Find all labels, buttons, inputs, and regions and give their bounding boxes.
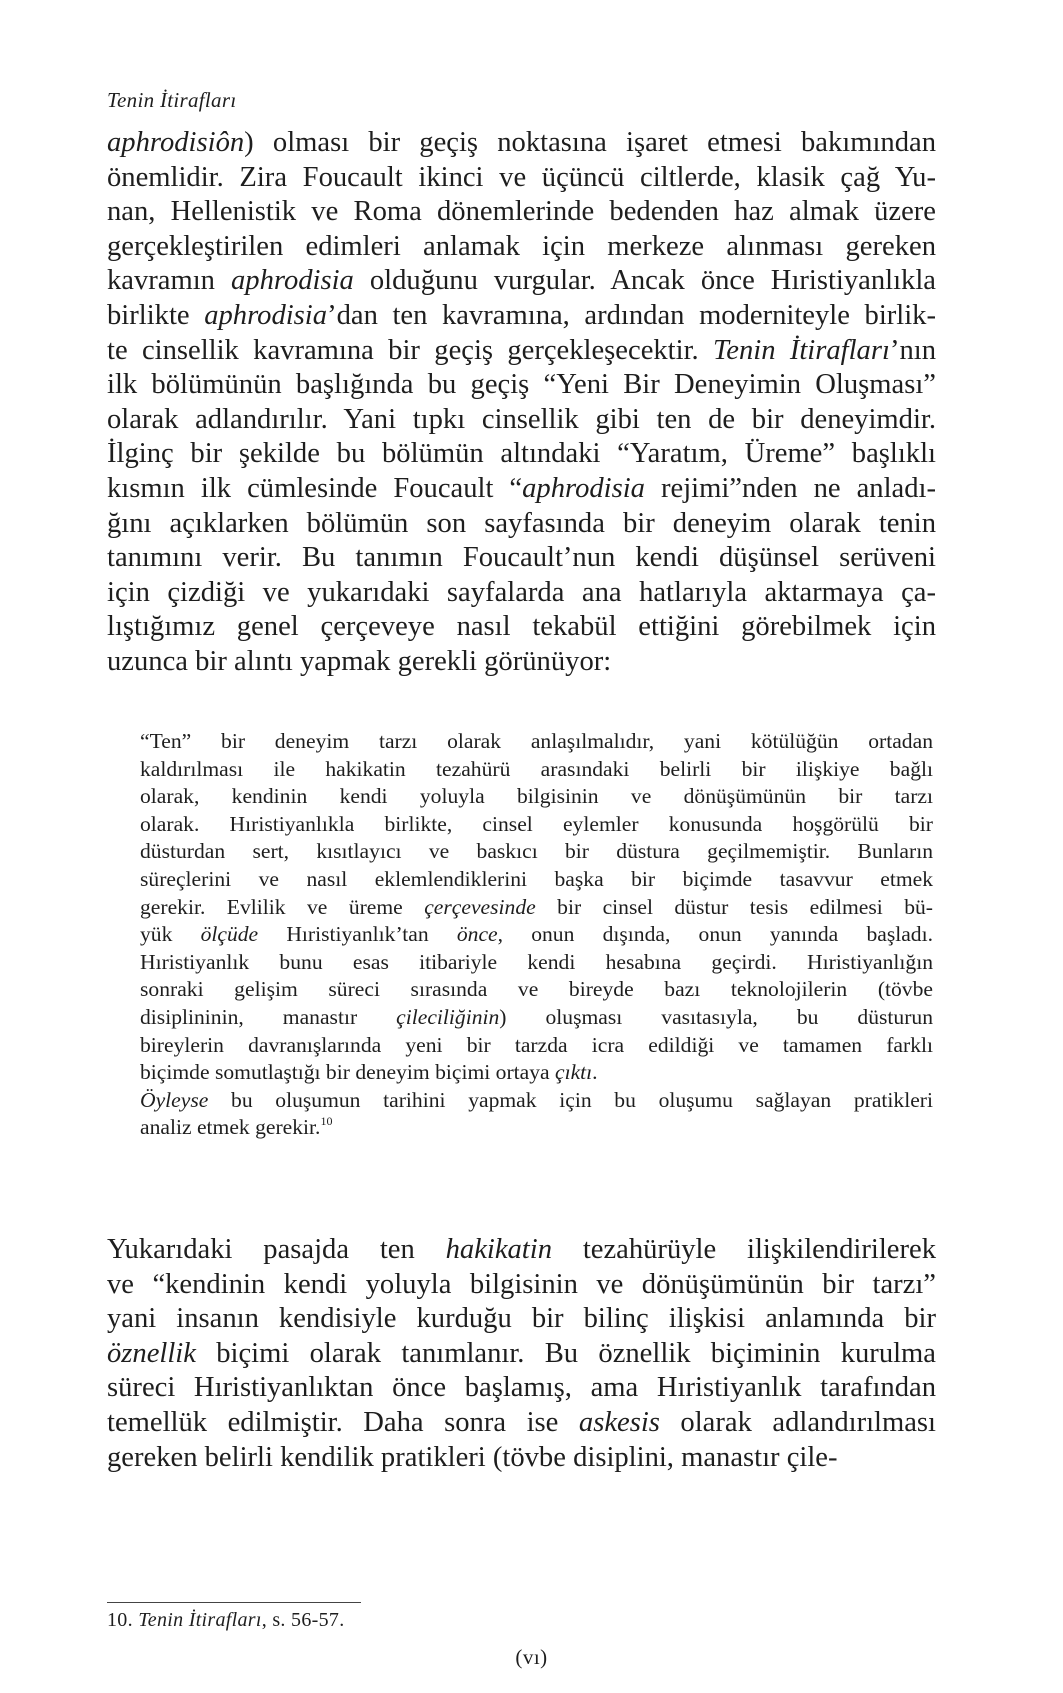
text-line bbox=[140, 756, 933, 784]
text-line bbox=[107, 507, 936, 542]
line-text: , onun dışında, onun yanında başladı. bbox=[497, 922, 934, 947]
line-text: İlginç bir şekilde bu bölümün altındaki “Yaratım, Üreme” başlıklı bbox=[107, 438, 936, 470]
italic-text: çerçevesinde bbox=[424, 894, 536, 919]
line-text: ilk bölümünün başlığında bu geçiş “Yeni Bir Deneyimin Oluşması” bbox=[107, 369, 936, 401]
line-text: . bbox=[592, 1060, 598, 1085]
running-head: Tenin İtirafları bbox=[107, 88, 237, 112]
line-text: tezahürüyle ilişkilendirilerek bbox=[552, 1234, 936, 1265]
line-text: Yukarıdaki pasajda ten bbox=[107, 1234, 446, 1265]
text-line bbox=[107, 195, 936, 230]
text-line bbox=[107, 541, 936, 576]
text-line bbox=[140, 1032, 933, 1060]
text-line bbox=[107, 472, 936, 507]
text-line bbox=[140, 1114, 933, 1142]
line-text: Hıristiyanlık bunu esas itibariyle kendi hesabına geçirdi. Hıristiyanlığın bbox=[140, 949, 933, 974]
text-line bbox=[140, 838, 933, 866]
text-line bbox=[107, 299, 936, 334]
text-line bbox=[140, 949, 933, 977]
footnote-number: 10. bbox=[107, 1609, 133, 1631]
line-text: “Ten” bir deneyim tarzı olarak anlaşılmalıdır, yani kötülüğün ortadan bbox=[140, 729, 933, 753]
italic-text: çıktı bbox=[555, 1060, 593, 1085]
italic-text: Tenin İtirafları bbox=[713, 334, 890, 366]
block-quote bbox=[140, 728, 933, 1142]
text-line bbox=[107, 403, 936, 438]
text-line bbox=[107, 1371, 936, 1406]
line-text: uzunca bir alıntı yapmak gerekli görünüyor: bbox=[107, 645, 612, 677]
text-line bbox=[140, 894, 933, 922]
line-text: Hıristiyanlık’tan bbox=[258, 922, 457, 947]
line-text: tanımını verir. Bu tanımın Foucault’nun kendi düşünsel serüveni bbox=[107, 542, 936, 574]
line-text: olarak. Hıristiyanlıkla birlikte, cinsel eylemler konusunda hoşgörülü bir bbox=[140, 811, 933, 836]
line-text: gereken belirli kendilik pratikleri (tövbe disiplini, manastır çile- bbox=[107, 1441, 838, 1473]
line-text: olarak adlandırılması bbox=[659, 1406, 936, 1438]
text-line bbox=[107, 334, 936, 369]
line-text: kaldırılması ile hakikatin tezahürü arasındaki belirli bir ilişkiye bağlı bbox=[140, 756, 933, 781]
line-text: nan, Hellenistik ve Roma dönemlerinde bedenden haz almak üzere bbox=[107, 196, 936, 228]
text-line bbox=[140, 1087, 933, 1115]
italic-text: aphrodisia bbox=[230, 265, 354, 297]
footnote-pages: , s. 56-57. bbox=[261, 1609, 345, 1631]
text-line bbox=[107, 1268, 936, 1303]
text-line bbox=[140, 866, 933, 894]
italic-text: aphrodisiôn bbox=[107, 127, 245, 158]
text-line bbox=[140, 783, 933, 811]
text-line bbox=[107, 161, 936, 196]
line-text: için çizdiği ve yukarıdaki sayfalarda ana hatlarıyla aktarmaya ça- bbox=[107, 576, 936, 608]
line-text: yük bbox=[140, 922, 201, 947]
text-line bbox=[107, 437, 936, 472]
line-text: lıştığımız genel çerçeveye nasıl tekabül ettiğini görebilmek için bbox=[107, 611, 936, 643]
line-text: gerçekleştirilen edimleri anlamak için merkeze alınması gereken bbox=[107, 230, 936, 262]
line-text: ğını açıklarken bölümün son sayfasında bir deneyim olarak tenin bbox=[107, 507, 936, 539]
text-line bbox=[107, 126, 936, 161]
paragraph-1 bbox=[107, 126, 936, 680]
footnote-title: Tenin İtirafları bbox=[138, 1609, 262, 1631]
line-text: sonraki gelişim süreci sırasında ve bireyde bazı teknolojilerin (tövbe bbox=[140, 977, 933, 1002]
text-line bbox=[107, 368, 936, 403]
text-line bbox=[140, 1004, 933, 1032]
text-line bbox=[107, 230, 936, 265]
italic-text: öznellik bbox=[107, 1337, 196, 1369]
text-line bbox=[107, 1337, 936, 1372]
line-text: ) olması bir geçiş noktasına işaret etmesi bakımından bbox=[244, 127, 936, 158]
text-line bbox=[107, 1406, 936, 1441]
line-text: ve “kendinin kendi yoluyla bilgisinin ve dönüşümünün bir tarzı” bbox=[107, 1268, 936, 1300]
text-line bbox=[140, 976, 933, 1004]
line-text: disiplininin, manastır bbox=[140, 1004, 397, 1029]
text-line bbox=[107, 1233, 936, 1268]
line-text: yani insanın kendisiyle kurduğu bir bilinç ilişkisi anlamında bir bbox=[107, 1303, 936, 1335]
line-text: ’dan ten kavramına, ardından moderniteyle birlik- bbox=[327, 299, 936, 331]
italic-text: askesis bbox=[578, 1406, 660, 1438]
paragraph-2 bbox=[107, 1233, 936, 1475]
line-text: ’nın bbox=[889, 334, 936, 366]
text-line bbox=[107, 264, 936, 299]
text-line bbox=[140, 1059, 933, 1087]
line-text: kısmın ilk cümlesinde Foucault “ bbox=[107, 472, 523, 504]
text-line bbox=[107, 610, 936, 645]
italic-text: hakikatin bbox=[445, 1234, 552, 1265]
line-text: olarak adlandırılır. Yani tıpkı cinsellik gibi ten de bir deneyimdir. bbox=[107, 403, 936, 435]
line-text: bir cinsel düstur tesis edilmesi bü- bbox=[535, 894, 934, 919]
footnote bbox=[107, 1609, 345, 1632]
line-text: düsturdan sert, kısıtlayıcı ve baskıcı bir düstura geçilmemiştir. Bunların bbox=[140, 839, 933, 864]
line-text: kavramın bbox=[107, 265, 231, 297]
line-text: süreçlerini ve nasıl eklemlendiklerini başka bir biçimde tasavvur etmek bbox=[140, 866, 933, 891]
line-text: ) oluşması vasıtasıyla, bu düsturun bbox=[499, 1004, 933, 1029]
text-line bbox=[140, 811, 933, 839]
line-text: analiz etmek gerekir. bbox=[140, 1115, 321, 1140]
line-text: biçimde somutlaştığı bir deneyim biçimi ortaya bbox=[140, 1060, 555, 1085]
line-text: olarak, kendinin kendi yoluyla bilgisinin ve dönüşümünün bir tarzı bbox=[140, 784, 933, 809]
line-text: olduğunu vurgular. Ancak önce Hıristiyanlıkla bbox=[353, 265, 936, 297]
italic-text: aphrodisia bbox=[522, 472, 645, 504]
text-line bbox=[107, 645, 936, 680]
text-line bbox=[140, 728, 933, 756]
line-text: rejimi”nden ne anladı- bbox=[644, 472, 936, 504]
line-text: te cinsellik kavramına bir geçiş gerçekleşecektir. bbox=[107, 334, 713, 366]
line-text: bireylerin davranışlarında yeni bir tarzda icra edildiği ve tamamen farklı bbox=[140, 1032, 933, 1057]
text-line bbox=[107, 576, 936, 611]
text-line bbox=[140, 921, 933, 949]
italic-text: çileciliğinin bbox=[396, 1004, 500, 1029]
footnote-rule bbox=[107, 1602, 361, 1603]
line-text: bu oluşumun tarihini yapmak için bu oluşumu sağlayan pratikleri bbox=[208, 1087, 933, 1112]
italic-text: önce bbox=[456, 922, 498, 947]
line-text: önemlidir. Zira Foucault ikinci ve üçüncü ciltlerde, klasik çağ Yu- bbox=[107, 161, 936, 193]
italic-text: aphrodisia bbox=[204, 299, 328, 331]
footnote-ref: 10 bbox=[320, 1114, 333, 1129]
line-text: biçimi olarak tanımlanır. Bu öznellik biçiminin kurulma bbox=[195, 1337, 936, 1369]
text-line bbox=[107, 1302, 936, 1337]
line-text: gerekir. Evlilik ve üreme bbox=[140, 894, 425, 919]
line-text: birlikte bbox=[107, 299, 205, 331]
text-line bbox=[107, 1441, 936, 1476]
line-text: temellük edilmiştir. Daha sonra ise bbox=[107, 1406, 579, 1438]
italic-text: ölçüde bbox=[200, 922, 259, 947]
page-number: (vı) bbox=[515, 1645, 548, 1669]
line-text: süreci Hıristiyanlıktan önce başlamış, ama Hıristiyanlık tarafından bbox=[107, 1372, 936, 1404]
italic-text: Öyleyse bbox=[140, 1087, 209, 1112]
